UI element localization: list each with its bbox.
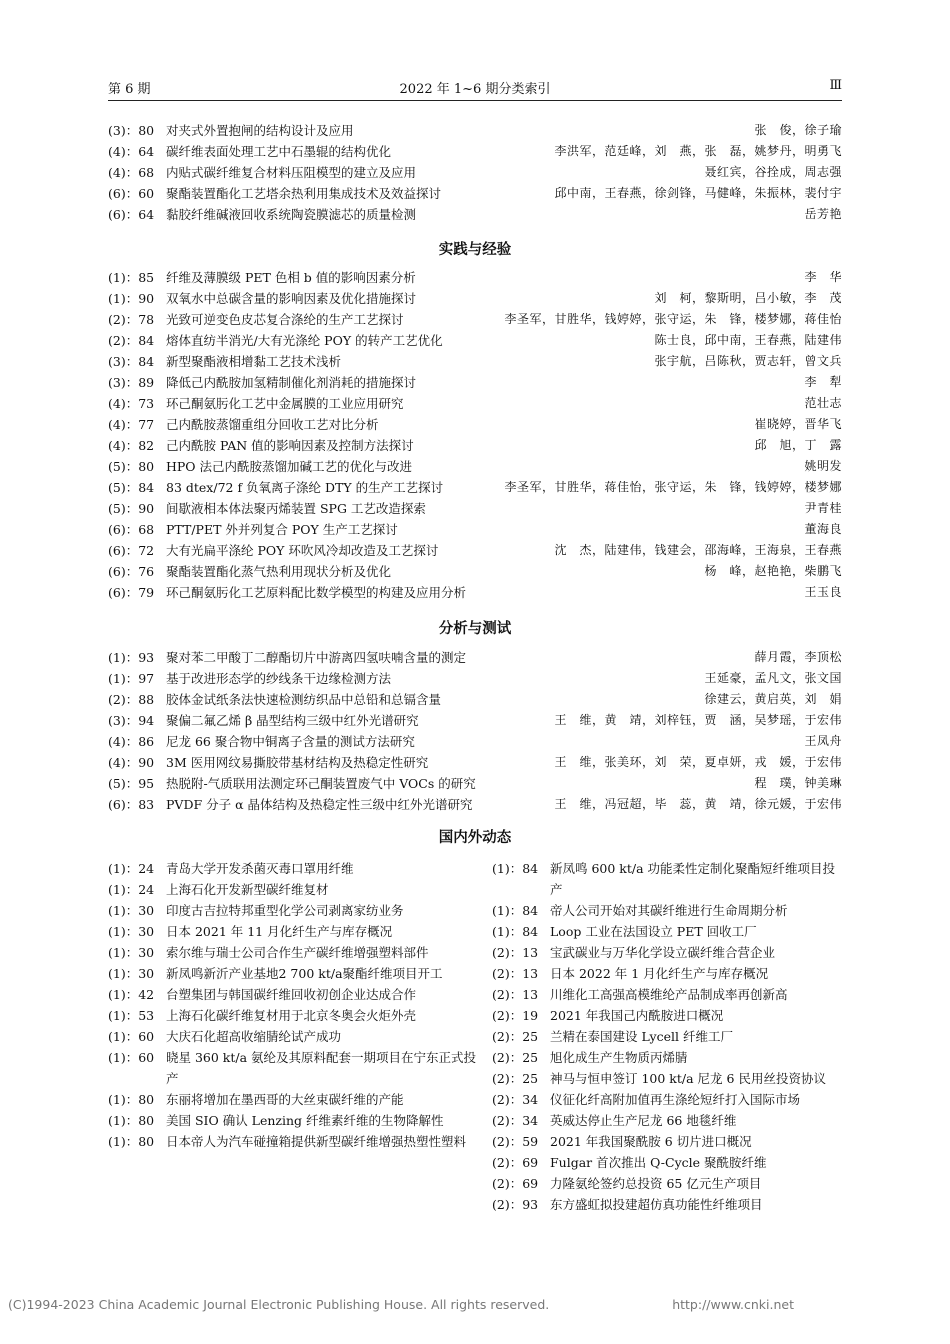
index-entry bbox=[108, 540, 842, 561]
news-title: 兰精在泰国建设 Lycell 纤维工厂 bbox=[550, 1029, 733, 1044]
index-entry bbox=[108, 561, 842, 582]
news-entry bbox=[108, 858, 478, 879]
index-entry bbox=[108, 710, 842, 731]
issue-page-ref: (6)：72 bbox=[108, 543, 155, 558]
article-title: 3M 医用网纹易撕胶带基材结构及热稳定性研究 bbox=[166, 755, 429, 770]
news-title: 仪征化纤高附加值再生涤纶短纤打入国际市场 bbox=[550, 1092, 801, 1107]
issue-page-ref: (4)：64 bbox=[108, 144, 155, 159]
issue-page-ref: (2)：78 bbox=[108, 312, 155, 327]
news-list-right bbox=[492, 858, 844, 1215]
analysis-article-list bbox=[108, 647, 842, 815]
news-entry bbox=[108, 963, 478, 984]
news-title: 大庆石化超高收缩腈纶试产成功 bbox=[166, 1029, 342, 1044]
issue-page-ref: (6)：79 bbox=[108, 585, 155, 600]
index-entry bbox=[108, 183, 842, 204]
page-number: Ⅲ bbox=[829, 78, 842, 93]
index-entry bbox=[108, 477, 842, 498]
article-title: 间歇液相本体法聚丙烯装置 SPG 工艺改造探索 bbox=[166, 501, 426, 516]
article-authors: 程 璞，钟美琳 bbox=[754, 776, 842, 790]
article-title: PTT/PET 外并列复合 POY 生产工艺探讨 bbox=[166, 522, 398, 537]
news-entry bbox=[108, 1131, 478, 1152]
article-title: 碳纤维表面处理工艺中石墨辊的结构优化 bbox=[166, 144, 392, 159]
issue-page-ref: (5)：80 bbox=[108, 459, 155, 474]
issue-page-ref: (1)：85 bbox=[108, 270, 155, 285]
index-entry bbox=[108, 647, 842, 668]
article-authors: 薛月霞，李顶松 bbox=[754, 650, 842, 664]
issue-page-ref: (4)：90 bbox=[108, 755, 155, 770]
news-entry bbox=[108, 1026, 478, 1047]
top-article-list bbox=[108, 120, 842, 225]
index-entry bbox=[108, 689, 842, 710]
news-entry bbox=[108, 1110, 478, 1131]
issue-page-ref: (5)：84 bbox=[108, 480, 155, 495]
article-title: 环己酮氨肟化工艺中金属膜的工业应用研究 bbox=[166, 396, 404, 411]
news-entry bbox=[492, 1089, 844, 1110]
article-title: 己内酰胺 PAN 值的影响因素及控制方法探讨 bbox=[166, 438, 414, 453]
news-title: Loop 工业在法国设立 PET 回收工厂 bbox=[550, 924, 757, 939]
news-entry bbox=[492, 1152, 844, 1173]
issue-page-ref: (1)：93 bbox=[108, 650, 155, 665]
news-title: 日本 2022 年 1 月化纤生产与库存概况 bbox=[550, 966, 769, 981]
news-entry bbox=[492, 1131, 844, 1152]
article-title: HPO 法己内酰胺蒸馏加碱工艺的优化与改进 bbox=[166, 459, 413, 474]
article-authors: 杨 峰，赵艳艳，柴鹏飞 bbox=[704, 564, 842, 578]
article-authors: 李圣军，甘胜华，蒋佳怡，张守运，朱 锋，钱婷婷，楼梦娜 bbox=[504, 480, 842, 494]
news-entry bbox=[492, 858, 844, 900]
index-entry bbox=[108, 267, 842, 288]
news-entry bbox=[492, 900, 844, 921]
issue-page-ref: (1)：30 bbox=[108, 924, 155, 939]
news-entry bbox=[108, 1005, 478, 1026]
article-title: 环己酮氨肟化工艺原料配比数学模型的构建及应用分析 bbox=[166, 585, 467, 600]
index-entry bbox=[108, 773, 842, 794]
news-title: 美国 SIO 确认 Lenzing 纤维素纤维的生物降解性 bbox=[166, 1113, 444, 1128]
index-entry bbox=[108, 582, 842, 603]
copyright-text: (C)1994-2023 China Academic Journal Electronic Publishing House. All rights reserved. bbox=[8, 1297, 550, 1312]
news-entry bbox=[108, 1047, 478, 1089]
index-entry bbox=[108, 162, 842, 183]
article-title: 纤维及薄膜级 PET 色相 b 值的影响因素分析 bbox=[166, 270, 416, 285]
index-entry bbox=[108, 309, 842, 330]
article-authors: 王 维，冯冠超，毕 蕊，黄 靖，徐元媛，于宏伟 bbox=[554, 797, 842, 811]
issue-page-ref: (4)：86 bbox=[108, 734, 155, 749]
article-title: 聚偏二氟乙烯 β 晶型结构三级中红外光谱研究 bbox=[166, 713, 419, 728]
index-entry bbox=[108, 351, 842, 372]
news-title: 印度古吉拉特邦重型化学公司剥离家纺业务 bbox=[166, 903, 404, 918]
issue-page-ref: (2)：25 bbox=[492, 1029, 539, 1044]
news-entry bbox=[492, 942, 844, 963]
issue-page-ref: (1)：97 bbox=[108, 671, 155, 686]
practice-article-list bbox=[108, 267, 842, 603]
news-entry bbox=[492, 921, 844, 942]
news-entry bbox=[108, 879, 478, 900]
article-title: 光致可逆变色皮芯复合涤纶的生产工艺探讨 bbox=[166, 312, 404, 327]
article-title: 新型聚酯液相增黏工艺技术浅析 bbox=[166, 354, 342, 369]
article-authors: 陈士良，邱中南，王春燕，陆建伟 bbox=[654, 333, 842, 347]
article-title: 83 dtex/72 f 负氧离子涤纶 DTY 的生产工艺探讨 bbox=[166, 480, 444, 495]
news-title: 神马与恒申签订 100 kt/a 尼龙 6 民用丝投资协议 bbox=[550, 1071, 826, 1086]
issue-page-ref: (2)：13 bbox=[492, 966, 539, 981]
article-title: 己内酰胺蒸馏重组分回收工艺对比分析 bbox=[166, 417, 379, 432]
index-entry bbox=[108, 752, 842, 773]
news-entry bbox=[108, 1089, 478, 1110]
index-entry bbox=[108, 372, 842, 393]
news-title: 东丽将增加在墨西哥的大丝束碳纤维的产能 bbox=[166, 1092, 404, 1107]
index-entry bbox=[108, 414, 842, 435]
issue-page-ref: (4)：73 bbox=[108, 396, 155, 411]
article-authors: 王 维，张美环，刘 荣，夏卓妍，戎 媛，于宏伟 bbox=[554, 755, 842, 769]
news-title: 青岛大学开发杀菌灭毒口罩用纤维 bbox=[166, 861, 354, 876]
article-authors: 张 俊，徐子瑜 bbox=[754, 123, 842, 137]
news-title: 旭化成生产生物质丙烯腈 bbox=[550, 1050, 688, 1065]
issue-page-ref: (1)：24 bbox=[108, 882, 155, 897]
issue-page-ref: (6)：76 bbox=[108, 564, 155, 579]
issue-page-ref: (2)：93 bbox=[492, 1197, 539, 1212]
page-header bbox=[108, 78, 842, 100]
news-title: 新凤鸣新沂产业基地2 700 kt/a聚酯纤维项目开工 bbox=[166, 966, 443, 981]
index-entry bbox=[108, 393, 842, 414]
news-title: 日本帝人为汽车碰撞箱提供新型碳纤维增强热塑性塑料 bbox=[166, 1134, 467, 1149]
issue-page-ref: (2)：69 bbox=[492, 1155, 539, 1170]
article-title: 黏胶纤维碱液回收系统陶瓷膜滤芯的质量检测 bbox=[166, 207, 417, 222]
article-title: 对夹式外置抱闸的结构设计及应用 bbox=[166, 123, 354, 138]
article-authors: 李 犁 bbox=[804, 375, 842, 389]
news-entry bbox=[492, 963, 844, 984]
news-title: 力隆氨纶签约总投资 65 亿元生产项目 bbox=[550, 1176, 762, 1191]
issue-page-ref: (3)：80 bbox=[108, 123, 155, 138]
news-entry bbox=[492, 1173, 844, 1194]
issue-page-ref: (2)：69 bbox=[492, 1176, 539, 1191]
issue-page-ref: (5)：95 bbox=[108, 776, 155, 791]
news-title: 索尔维与瑞士公司合作生产碳纤维增强塑料部件 bbox=[166, 945, 429, 960]
index-entry bbox=[108, 330, 842, 351]
issue-page-ref: (1)：80 bbox=[108, 1134, 155, 1149]
issue-page-ref: (2)：13 bbox=[492, 945, 539, 960]
news-title: 2021 年我国聚酰胺 6 切片进口概况 bbox=[550, 1134, 752, 1149]
issue-page-ref: (3)：84 bbox=[108, 354, 155, 369]
news-title: 上海石化碳纤维复材用于北京冬奥会火炬外壳 bbox=[166, 1008, 417, 1023]
issue-page-ref: (2)：25 bbox=[492, 1071, 539, 1086]
issue-page-ref: (6)：60 bbox=[108, 186, 155, 201]
issue-page-ref: (1)：60 bbox=[108, 1050, 155, 1065]
issue-page-ref: (3)：94 bbox=[108, 713, 155, 728]
index-entry bbox=[108, 794, 842, 815]
issue-page-ref: (1)：80 bbox=[108, 1113, 155, 1128]
article-authors: 岳芳艳 bbox=[804, 207, 842, 221]
article-title: 双氧水中总碳含量的影响因素及优化措施探讨 bbox=[166, 291, 417, 306]
issue-page-ref: (2)：25 bbox=[492, 1050, 539, 1065]
section-heading-news: 国内外动态 bbox=[438, 830, 512, 846]
article-authors: 聂红宾，谷拴成，周志强 bbox=[704, 165, 842, 179]
news-title: 日本 2021 年 11 月化纤生产与库存概况 bbox=[166, 924, 393, 939]
article-title: 降低己内酰胺加氢精制催化剂消耗的措施探讨 bbox=[166, 375, 417, 390]
article-authors: 尹青桂 bbox=[804, 501, 842, 515]
article-authors: 王延豪，孟凡文，张文国 bbox=[704, 671, 842, 685]
news-title: 台塑集团与韩国碳纤维回收初创企业达成合作 bbox=[166, 987, 417, 1002]
issue-page-ref: (6)：68 bbox=[108, 522, 155, 537]
index-entry bbox=[108, 435, 842, 456]
article-authors: 李洪军，范廷峰，刘 燕，张 磊，姚梦丹，明勇飞 bbox=[554, 144, 842, 158]
article-authors: 李 华 bbox=[804, 270, 842, 284]
article-authors: 王凤舟 bbox=[804, 734, 842, 748]
issue-page-ref: (1)：30 bbox=[108, 945, 155, 960]
news-title: 宝武碳业与万华化学设立碳纤维合营企业 bbox=[550, 945, 776, 960]
section-heading-analysis: 分析与测试 bbox=[438, 621, 512, 637]
page-title: 2022 年 1~6 期分类索引 bbox=[399, 82, 551, 97]
article-title: 尼龙 66 聚合物中铜离子含量的测试方法研究 bbox=[166, 734, 415, 749]
article-authors: 邱 旭，丁 露 bbox=[754, 438, 842, 452]
news-entry bbox=[492, 1005, 844, 1026]
issue-page-ref: (1)：84 bbox=[492, 903, 539, 918]
issue-page-ref: (1)：60 bbox=[108, 1029, 155, 1044]
header-divider bbox=[108, 100, 842, 101]
issue-page-ref: (6)：83 bbox=[108, 797, 155, 812]
news-title: 英威达停止生产尼龙 66 地毯纤维 bbox=[550, 1113, 737, 1128]
article-authors: 李圣军，甘胜华，钱婷婷，张守运，朱 锋，楼梦娜，蒋佳怡 bbox=[504, 312, 842, 326]
index-entry bbox=[108, 519, 842, 540]
article-authors: 崔晓婷，晋华飞 bbox=[754, 417, 842, 431]
article-authors: 王 维，黄 靖，刘梓钰，贾 涵，吴梦瑶，于宏伟 bbox=[554, 713, 842, 727]
copyright-footer bbox=[0, 1297, 950, 1317]
article-authors: 张宇航，吕陈秋，贾志轩，曾文兵 bbox=[654, 354, 842, 368]
issue-page-ref: (4)：68 bbox=[108, 165, 155, 180]
news-title: 川维化工高强高模维纶产品制成率再创新高 bbox=[550, 987, 788, 1002]
issue-page-ref: (2)：59 bbox=[492, 1134, 539, 1149]
article-authors: 徐建云，黄启英，刘 娟 bbox=[704, 692, 842, 706]
index-entry bbox=[108, 141, 842, 162]
issue-page-ref: (2)：88 bbox=[108, 692, 155, 707]
index-entry bbox=[108, 731, 842, 752]
cnki-url: http://www.cnki.net bbox=[672, 1297, 794, 1312]
issue-page-ref: (1)：30 bbox=[108, 966, 155, 981]
news-entry bbox=[492, 1068, 844, 1089]
article-title: 聚酯装置酯化工艺塔余热利用集成技术及效益探讨 bbox=[166, 186, 442, 201]
index-entry bbox=[108, 456, 842, 477]
article-title: 大有光扁平涤纶 POY 环吹风冷却改造及工艺探讨 bbox=[166, 543, 439, 558]
issue-label: 第 6 期 bbox=[108, 82, 151, 97]
article-title: 聚酯装置酯化蒸气热利用现状分析及优化 bbox=[166, 564, 392, 579]
issue-page-ref: (5)：90 bbox=[108, 501, 155, 516]
index-entry bbox=[108, 288, 842, 309]
news-title: 晓星 360 kt/a 氨纶及其原料配套一期项目在宁东正式投产 bbox=[166, 1050, 477, 1086]
issue-page-ref: (3)：89 bbox=[108, 375, 155, 390]
index-entry bbox=[108, 204, 842, 225]
issue-page-ref: (2)：34 bbox=[492, 1113, 539, 1128]
news-entry bbox=[492, 1110, 844, 1131]
news-title: 新凤鸣 600 kt/a 功能柔性定制化聚酯短纤维项目投产 bbox=[550, 861, 836, 897]
news-title: 上海石化开发新型碳纤维复材 bbox=[166, 882, 329, 897]
issue-page-ref: (2)：84 bbox=[108, 333, 155, 348]
news-title: 东方盛虹拟投建超仿真功能性纤维项目 bbox=[550, 1197, 763, 1212]
news-entry bbox=[492, 1194, 844, 1215]
issue-page-ref: (1)：53 bbox=[108, 1008, 155, 1023]
issue-page-ref: (1)：84 bbox=[492, 861, 539, 876]
issue-page-ref: (1)：24 bbox=[108, 861, 155, 876]
index-entry bbox=[108, 498, 842, 519]
issue-page-ref: (6)：64 bbox=[108, 207, 155, 222]
news-list-left bbox=[108, 858, 478, 1152]
article-authors: 董海良 bbox=[804, 522, 842, 536]
news-entry bbox=[492, 1047, 844, 1068]
article-authors: 姚明发 bbox=[804, 459, 842, 473]
news-entry bbox=[108, 984, 478, 1005]
article-authors: 范壮志 bbox=[804, 396, 842, 410]
issue-page-ref: (1)：42 bbox=[108, 987, 155, 1002]
article-title: 聚对苯二甲酸丁二醇酯切片中游离四氢呋喃含量的测定 bbox=[166, 650, 467, 665]
article-title: 热脱附-气质联用法测定环己酮装置废气中 VOCs 的研究 bbox=[166, 776, 476, 791]
article-title: 内贴式碳纤维复合材料压阻模型的建立及应用 bbox=[166, 165, 417, 180]
section-heading-practice: 实践与经验 bbox=[438, 242, 512, 258]
article-authors: 邱中南，王春燕，徐剑锋，马健峰，朱振林，裴付宇 bbox=[554, 186, 842, 200]
news-entry bbox=[492, 1026, 844, 1047]
news-entry bbox=[108, 942, 478, 963]
index-entry bbox=[108, 120, 842, 141]
issue-page-ref: (1)：80 bbox=[108, 1092, 155, 1107]
article-authors: 刘 柯，黎斯明，吕小敏，李 茂 bbox=[654, 291, 842, 305]
issue-page-ref: (4)：82 bbox=[108, 438, 155, 453]
article-authors: 沈 杰，陆建伟，钱建会，邵海峰，王海泉，王春燕 bbox=[554, 543, 842, 557]
news-title: Fulgar 首次推出 Q-Cycle 聚酰胺纤维 bbox=[550, 1155, 767, 1170]
issue-page-ref: (2)：13 bbox=[492, 987, 539, 1002]
news-title: 帝人公司开始对其碳纤维进行生命周期分析 bbox=[550, 903, 788, 918]
news-title: 2021 年我国己内酰胺进口概况 bbox=[550, 1008, 724, 1023]
news-entry bbox=[108, 900, 478, 921]
article-authors: 王玉良 bbox=[804, 585, 842, 599]
news-entry bbox=[492, 984, 844, 1005]
news-entry bbox=[108, 921, 478, 942]
article-title: PVDF 分子 α 晶体结构及热稳定性三级中红外光谱研究 bbox=[166, 797, 473, 812]
issue-page-ref: (1)：30 bbox=[108, 903, 155, 918]
issue-page-ref: (4)：77 bbox=[108, 417, 155, 432]
issue-page-ref: (1)：84 bbox=[492, 924, 539, 939]
index-entry bbox=[108, 668, 842, 689]
issue-page-ref: (2)：19 bbox=[492, 1008, 539, 1023]
article-title: 基于改进形态学的纱线条干边缘检测方法 bbox=[166, 671, 392, 686]
article-title: 胶体金试纸条法快速检测纺织品中总铅和总镉含量 bbox=[166, 692, 442, 707]
issue-page-ref: (1)：90 bbox=[108, 291, 155, 306]
article-title: 熔体直纺半消光/大有光涤纶 POY 的转产工艺优化 bbox=[166, 333, 443, 348]
issue-page-ref: (2)：34 bbox=[492, 1092, 539, 1107]
